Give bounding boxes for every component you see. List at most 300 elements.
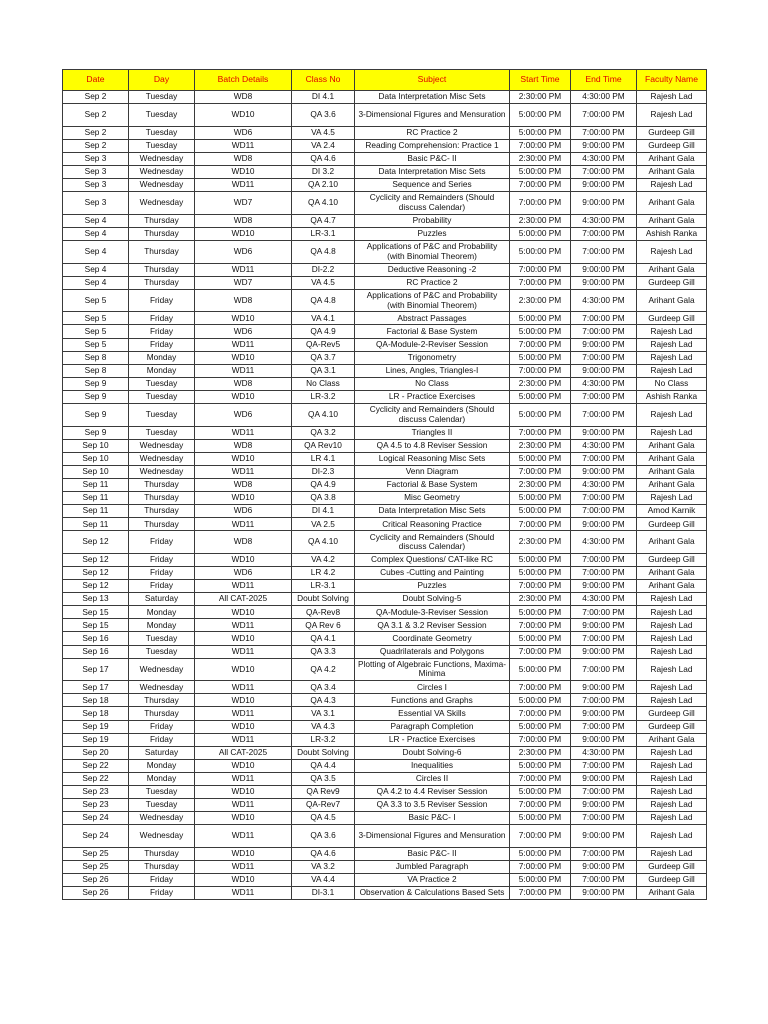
subject-cell: No Class (355, 377, 510, 390)
end-time-cell: 9:00:00 PM (571, 426, 637, 439)
day-cell: Monday (129, 772, 195, 785)
subject-cell: RC Practice 2 (355, 126, 510, 139)
start-time-cell: 7:00:00 PM (510, 681, 571, 694)
class-no-cell: VA 4.5 (292, 276, 355, 289)
subject-cell: Jumbled Paragraph (355, 860, 510, 873)
batch-cell: WD10 (195, 390, 292, 403)
class-no-cell: QA 4.9 (292, 478, 355, 491)
batch-cell: WD11 (195, 139, 292, 152)
faculty-cell: Rajesh Lad (637, 746, 707, 759)
start-time-cell: 7:00:00 PM (510, 887, 571, 900)
day-cell: Thursday (129, 492, 195, 505)
faculty-cell: Rajesh Lad (637, 786, 707, 799)
class-no-cell: QA 2.10 (292, 179, 355, 192)
class-no-cell: LR 4.1 (292, 452, 355, 465)
faculty-cell: Arihant Gala (637, 152, 707, 165)
day-cell: Wednesday (129, 825, 195, 848)
date-cell: Sep 2 (63, 139, 129, 152)
start-time-cell: 7:00:00 PM (510, 825, 571, 848)
class-no-cell: Doubt Solving (292, 746, 355, 759)
faculty-cell: Rajesh Lad (637, 632, 707, 645)
faculty-cell: Rajesh Lad (637, 104, 707, 127)
start-time-cell: 7:00:00 PM (510, 772, 571, 785)
table-row (63, 567, 707, 580)
start-time-cell: 5:00:00 PM (510, 759, 571, 772)
date-cell: Sep 3 (63, 152, 129, 165)
faculty-cell: Rajesh Lad (637, 799, 707, 812)
end-time-cell: 4:30:00 PM (571, 746, 637, 759)
subject-cell: Basic P&C- II (355, 152, 510, 165)
start-time-cell: 2:30:00 PM (510, 152, 571, 165)
table-row (63, 645, 707, 658)
end-time-cell: 7:00:00 PM (571, 240, 637, 263)
start-time-cell: 7:00:00 PM (510, 426, 571, 439)
end-time-cell: 7:00:00 PM (571, 165, 637, 178)
end-time-cell: 9:00:00 PM (571, 338, 637, 351)
start-time-cell: 5:00:00 PM (510, 847, 571, 860)
subject-cell: Doubt Solving-6 (355, 746, 510, 759)
start-time-cell: 5:00:00 PM (510, 658, 571, 681)
subject-cell: QA 3.3 to 3.5 Reviser Session (355, 799, 510, 812)
faculty-cell: No Class (637, 377, 707, 390)
end-time-cell: 9:00:00 PM (571, 276, 637, 289)
class-no-cell: DI-2.2 (292, 263, 355, 276)
day-cell: Tuesday (129, 799, 195, 812)
end-time-cell: 7:00:00 PM (571, 505, 637, 518)
batch-cell: WD6 (195, 325, 292, 338)
table-row (63, 192, 707, 215)
table-row (63, 658, 707, 681)
subject-cell: Paragraph Completion (355, 720, 510, 733)
date-cell: Sep 2 (63, 91, 129, 104)
batch-cell: WD8 (195, 214, 292, 227)
table-row (63, 492, 707, 505)
subject-cell: QA 3.1 & 3.2 Reviser Session (355, 619, 510, 632)
subject-cell: LR - Practice Exercises (355, 390, 510, 403)
faculty-cell: Arihant Gala (637, 192, 707, 215)
header-end-time: End Time (571, 70, 637, 91)
faculty-cell: Arihant Gala (637, 289, 707, 312)
batch-cell: WD6 (195, 567, 292, 580)
day-cell: Thursday (129, 214, 195, 227)
class-no-cell: DI-2.3 (292, 465, 355, 478)
faculty-cell: Arihant Gala (637, 580, 707, 593)
faculty-cell: Arihant Gala (637, 887, 707, 900)
table-row (63, 478, 707, 491)
table-row (63, 746, 707, 759)
date-cell: Sep 9 (63, 403, 129, 426)
batch-cell: WD10 (195, 694, 292, 707)
end-time-cell: 7:00:00 PM (571, 786, 637, 799)
faculty-cell: Rajesh Lad (637, 403, 707, 426)
end-time-cell: 7:00:00 PM (571, 126, 637, 139)
start-time-cell: 2:30:00 PM (510, 377, 571, 390)
subject-cell: Circles II (355, 772, 510, 785)
date-cell: Sep 9 (63, 426, 129, 439)
date-cell: Sep 12 (63, 567, 129, 580)
subject-cell: Circles I (355, 681, 510, 694)
day-cell: Friday (129, 289, 195, 312)
subject-cell: LR - Practice Exercises (355, 733, 510, 746)
day-cell: Tuesday (129, 126, 195, 139)
start-time-cell: 2:30:00 PM (510, 439, 571, 452)
date-cell: Sep 11 (63, 478, 129, 491)
subject-cell: Factorial & Base System (355, 478, 510, 491)
date-cell: Sep 9 (63, 390, 129, 403)
day-cell: Tuesday (129, 377, 195, 390)
date-cell: Sep 12 (63, 553, 129, 566)
date-cell: Sep 11 (63, 492, 129, 505)
batch-cell: WD10 (195, 452, 292, 465)
start-time-cell: 7:00:00 PM (510, 733, 571, 746)
batch-cell: WD11 (195, 338, 292, 351)
faculty-cell: Rajesh Lad (637, 681, 707, 694)
date-cell: Sep 19 (63, 733, 129, 746)
class-no-cell: No Class (292, 377, 355, 390)
batch-cell: WD11 (195, 364, 292, 377)
day-cell: Wednesday (129, 452, 195, 465)
faculty-cell: Gurdeep Gill (637, 276, 707, 289)
faculty-cell: Gurdeep Gill (637, 553, 707, 566)
day-cell: Monday (129, 606, 195, 619)
batch-cell: WD11 (195, 707, 292, 720)
table-row (63, 179, 707, 192)
start-time-cell: 2:30:00 PM (510, 214, 571, 227)
header-day: Day (129, 70, 195, 91)
batch-cell: WD10 (195, 720, 292, 733)
start-time-cell: 7:00:00 PM (510, 465, 571, 478)
date-cell: Sep 4 (63, 227, 129, 240)
header-faculty-name: Faculty Name (637, 70, 707, 91)
schedule-table (62, 69, 707, 900)
subject-cell: Basic P&C- I (355, 812, 510, 825)
table-row (63, 465, 707, 478)
batch-cell: WD11 (195, 645, 292, 658)
date-cell: Sep 9 (63, 377, 129, 390)
class-no-cell: QA 3.1 (292, 364, 355, 377)
start-time-cell: 7:00:00 PM (510, 860, 571, 873)
table-row (63, 707, 707, 720)
table-row (63, 240, 707, 263)
end-time-cell: 4:30:00 PM (571, 214, 637, 227)
faculty-cell: Gurdeep Gill (637, 707, 707, 720)
table-row (63, 619, 707, 632)
subject-cell: Applications of P&C and Probability (with Binomial Theorem) (355, 289, 510, 312)
batch-cell: WD10 (195, 351, 292, 364)
batch-cell: WD10 (195, 632, 292, 645)
day-cell: Thursday (129, 847, 195, 860)
start-time-cell: 5:00:00 PM (510, 632, 571, 645)
batch-cell: WD10 (195, 812, 292, 825)
faculty-cell: Rajesh Lad (637, 812, 707, 825)
subject-cell: Cyclicity and Remainders (Should discuss Calendar) (355, 192, 510, 215)
end-time-cell: 7:00:00 PM (571, 452, 637, 465)
start-time-cell: 5:00:00 PM (510, 553, 571, 566)
class-no-cell: QA 3.8 (292, 492, 355, 505)
date-cell: Sep 11 (63, 518, 129, 531)
faculty-cell: Rajesh Lad (637, 694, 707, 707)
start-time-cell: 5:00:00 PM (510, 492, 571, 505)
day-cell: Saturday (129, 593, 195, 606)
day-cell: Monday (129, 619, 195, 632)
start-time-cell: 5:00:00 PM (510, 351, 571, 364)
table-row (63, 276, 707, 289)
class-no-cell: QA 4.3 (292, 694, 355, 707)
class-no-cell: QA 3.3 (292, 645, 355, 658)
table-row (63, 403, 707, 426)
class-no-cell: DI 4.1 (292, 91, 355, 104)
start-time-cell: 2:30:00 PM (510, 91, 571, 104)
table-row (63, 887, 707, 900)
class-no-cell: VA 4.2 (292, 553, 355, 566)
start-time-cell: 7:00:00 PM (510, 192, 571, 215)
table-row (63, 593, 707, 606)
class-no-cell: QA 4.8 (292, 289, 355, 312)
start-time-cell: 5:00:00 PM (510, 227, 571, 240)
batch-cell: WD11 (195, 733, 292, 746)
header-date: Date (63, 70, 129, 91)
batch-cell: WD8 (195, 531, 292, 554)
end-time-cell: 7:00:00 PM (571, 759, 637, 772)
end-time-cell: 9:00:00 PM (571, 364, 637, 377)
class-no-cell: DI 3.2 (292, 165, 355, 178)
batch-cell: WD7 (195, 192, 292, 215)
day-cell: Wednesday (129, 439, 195, 452)
table-row (63, 847, 707, 860)
table-row (63, 139, 707, 152)
table-row (63, 452, 707, 465)
date-cell: Sep 25 (63, 847, 129, 860)
table-row (63, 580, 707, 593)
header-row (63, 70, 707, 91)
subject-cell: Applications of P&C and Probability (with Binomial Theorem) (355, 240, 510, 263)
faculty-cell: Rajesh Lad (637, 492, 707, 505)
start-time-cell: 7:00:00 PM (510, 364, 571, 377)
day-cell: Saturday (129, 746, 195, 759)
subject-cell: Functions and Graphs (355, 694, 510, 707)
subject-cell: Trigonometry (355, 351, 510, 364)
day-cell: Thursday (129, 518, 195, 531)
start-time-cell: 7:00:00 PM (510, 179, 571, 192)
end-time-cell: 7:00:00 PM (571, 658, 637, 681)
batch-cell: WD11 (195, 799, 292, 812)
subject-cell: Observation & Calculations Based Sets (355, 887, 510, 900)
table-row (63, 733, 707, 746)
date-cell: Sep 24 (63, 812, 129, 825)
subject-cell: Critical Reasoning Practice (355, 518, 510, 531)
end-time-cell: 7:00:00 PM (571, 694, 637, 707)
class-no-cell: QA 4.10 (292, 403, 355, 426)
day-cell: Tuesday (129, 645, 195, 658)
batch-cell: WD11 (195, 426, 292, 439)
subject-cell: Deductive Reasoning -2 (355, 263, 510, 276)
end-time-cell: 7:00:00 PM (571, 606, 637, 619)
day-cell: Tuesday (129, 390, 195, 403)
day-cell: Thursday (129, 694, 195, 707)
class-no-cell: VA 2.4 (292, 139, 355, 152)
start-time-cell: 5:00:00 PM (510, 694, 571, 707)
batch-cell: WD10 (195, 847, 292, 860)
date-cell: Sep 26 (63, 887, 129, 900)
class-no-cell: QA-Rev5 (292, 338, 355, 351)
day-cell: Friday (129, 720, 195, 733)
faculty-cell: Rajesh Lad (637, 759, 707, 772)
day-cell: Monday (129, 364, 195, 377)
subject-cell: VA Practice 2 (355, 874, 510, 887)
faculty-cell: Arihant Gala (637, 465, 707, 478)
end-time-cell: 9:00:00 PM (571, 733, 637, 746)
batch-cell: WD10 (195, 165, 292, 178)
class-no-cell: VA 3.2 (292, 860, 355, 873)
day-cell: Friday (129, 325, 195, 338)
start-time-cell: 7:00:00 PM (510, 518, 571, 531)
batch-cell: All CAT-2025 (195, 593, 292, 606)
class-no-cell: DI 4.1 (292, 505, 355, 518)
batch-cell: WD6 (195, 240, 292, 263)
end-time-cell: 7:00:00 PM (571, 312, 637, 325)
end-time-cell: 9:00:00 PM (571, 707, 637, 720)
subject-cell: Plotting of Algebraic Functions, Maxima-Minima (355, 658, 510, 681)
batch-cell: WD6 (195, 505, 292, 518)
batch-cell: All CAT-2025 (195, 746, 292, 759)
start-time-cell: 7:00:00 PM (510, 276, 571, 289)
class-no-cell: VA 4.1 (292, 312, 355, 325)
day-cell: Wednesday (129, 465, 195, 478)
day-cell: Tuesday (129, 426, 195, 439)
batch-cell: WD11 (195, 619, 292, 632)
day-cell: Wednesday (129, 179, 195, 192)
class-no-cell: LR 4.2 (292, 567, 355, 580)
batch-cell: WD10 (195, 312, 292, 325)
class-no-cell: QA-Rev7 (292, 799, 355, 812)
faculty-cell: Gurdeep Gill (637, 720, 707, 733)
batch-cell: WD7 (195, 276, 292, 289)
day-cell: Wednesday (129, 658, 195, 681)
day-cell: Friday (129, 887, 195, 900)
table-row (63, 364, 707, 377)
subject-cell: Probability (355, 214, 510, 227)
date-cell: Sep 5 (63, 338, 129, 351)
subject-cell: RC Practice 2 (355, 276, 510, 289)
start-time-cell: 7:00:00 PM (510, 139, 571, 152)
end-time-cell: 9:00:00 PM (571, 887, 637, 900)
start-time-cell: 2:30:00 PM (510, 593, 571, 606)
faculty-cell: Arihant Gala (637, 452, 707, 465)
class-no-cell: VA 4.5 (292, 126, 355, 139)
end-time-cell: 9:00:00 PM (571, 772, 637, 785)
batch-cell: WD10 (195, 227, 292, 240)
end-time-cell: 7:00:00 PM (571, 720, 637, 733)
subject-cell: Data Interpretation Misc Sets (355, 505, 510, 518)
day-cell: Friday (129, 338, 195, 351)
start-time-cell: 5:00:00 PM (510, 505, 571, 518)
subject-cell: Misc Geometry (355, 492, 510, 505)
start-time-cell: 5:00:00 PM (510, 567, 571, 580)
faculty-cell: Rajesh Lad (637, 847, 707, 860)
faculty-cell: Rajesh Lad (637, 825, 707, 848)
subject-cell: Cyclicity and Remainders (Should discuss Calendar) (355, 403, 510, 426)
faculty-cell: Rajesh Lad (637, 593, 707, 606)
start-time-cell: 7:00:00 PM (510, 580, 571, 593)
table-row (63, 825, 707, 848)
end-time-cell: 9:00:00 PM (571, 681, 637, 694)
date-cell: Sep 24 (63, 825, 129, 848)
date-cell: Sep 12 (63, 531, 129, 554)
batch-cell: WD10 (195, 606, 292, 619)
start-time-cell: 5:00:00 PM (510, 325, 571, 338)
date-cell: Sep 4 (63, 263, 129, 276)
day-cell: Tuesday (129, 403, 195, 426)
date-cell: Sep 10 (63, 465, 129, 478)
start-time-cell: 5:00:00 PM (510, 720, 571, 733)
start-time-cell: 5:00:00 PM (510, 104, 571, 127)
batch-cell: WD8 (195, 377, 292, 390)
batch-cell: WD11 (195, 887, 292, 900)
batch-cell: WD11 (195, 518, 292, 531)
subject-cell: QA 4.5 to 4.8 Reviser Session (355, 439, 510, 452)
class-no-cell: QA 4.6 (292, 152, 355, 165)
faculty-cell: Arihant Gala (637, 165, 707, 178)
faculty-cell: Gurdeep Gill (637, 860, 707, 873)
date-cell: Sep 20 (63, 746, 129, 759)
class-no-cell: QA 4.4 (292, 759, 355, 772)
start-time-cell: 5:00:00 PM (510, 403, 571, 426)
day-cell: Tuesday (129, 786, 195, 799)
end-time-cell: 7:00:00 PM (571, 403, 637, 426)
batch-cell: WD11 (195, 179, 292, 192)
start-time-cell: 2:30:00 PM (510, 289, 571, 312)
table-row (63, 439, 707, 452)
date-cell: Sep 10 (63, 452, 129, 465)
table-row (63, 214, 707, 227)
date-cell: Sep 12 (63, 580, 129, 593)
date-cell: Sep 4 (63, 240, 129, 263)
table-row (63, 263, 707, 276)
class-no-cell: QA 3.2 (292, 426, 355, 439)
end-time-cell: 4:30:00 PM (571, 439, 637, 452)
faculty-cell: Arihant Gala (637, 439, 707, 452)
end-time-cell: 4:30:00 PM (571, 91, 637, 104)
end-time-cell: 4:30:00 PM (571, 478, 637, 491)
date-cell: Sep 16 (63, 632, 129, 645)
class-no-cell: DI-3.1 (292, 887, 355, 900)
table-row (63, 426, 707, 439)
day-cell: Tuesday (129, 632, 195, 645)
header-subject: Subject (355, 70, 510, 91)
class-no-cell: LR-3.2 (292, 390, 355, 403)
header-batch-details: Batch Details (195, 70, 292, 91)
date-cell: Sep 5 (63, 289, 129, 312)
day-cell: Tuesday (129, 91, 195, 104)
date-cell: Sep 10 (63, 439, 129, 452)
subject-cell: Lines, Angles, Triangles-I (355, 364, 510, 377)
start-time-cell: 2:30:00 PM (510, 478, 571, 491)
day-cell: Friday (129, 567, 195, 580)
class-no-cell: QA 4.9 (292, 325, 355, 338)
date-cell: Sep 25 (63, 860, 129, 873)
subject-cell: QA 4.2 to 4.4 Reviser Session (355, 786, 510, 799)
class-no-cell: LR-3.1 (292, 227, 355, 240)
subject-cell: Basic P&C- II (355, 847, 510, 860)
day-cell: Monday (129, 759, 195, 772)
class-no-cell: VA 2.5 (292, 518, 355, 531)
table-row (63, 553, 707, 566)
faculty-cell: Arihant Gala (637, 733, 707, 746)
day-cell: Wednesday (129, 192, 195, 215)
date-cell: Sep 11 (63, 505, 129, 518)
faculty-cell: Gurdeep Gill (637, 312, 707, 325)
table-row (63, 799, 707, 812)
